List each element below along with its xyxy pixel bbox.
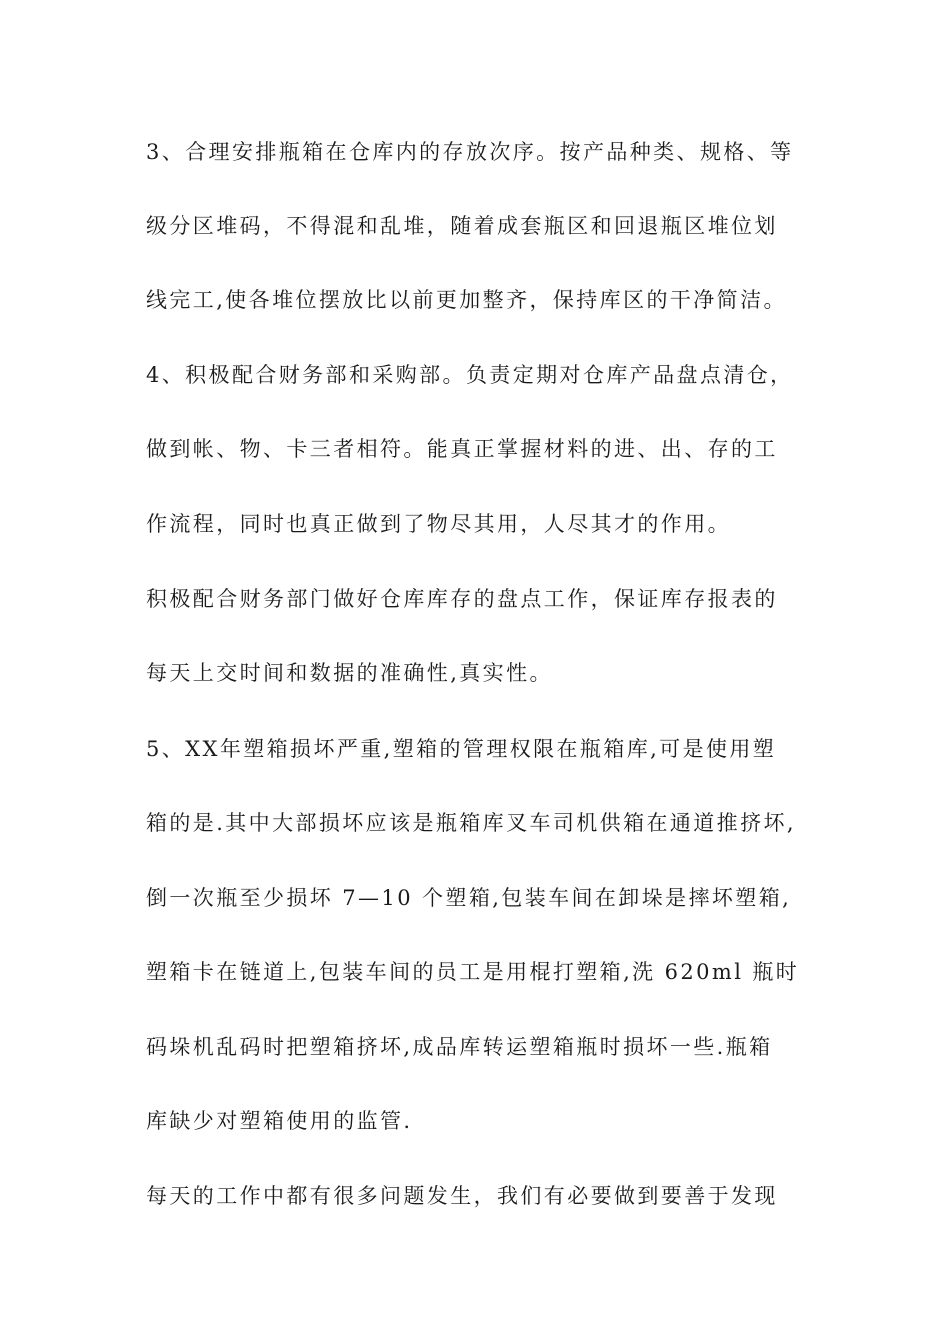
text-line: 箱的是.其中大部损坏应该是瓶箱库叉车司机供箱在通道推挤坏, <box>146 811 796 835</box>
text-line: 塑箱卡在链道上,包装车间的员工是用棍打塑箱,洗 620ml 瓶时 <box>146 960 800 984</box>
text-line: 做到帐、物、卡三者相符。能真正掌握材料的进、出、存的工 <box>146 437 778 461</box>
text-line: 线完工,使各堆位摆放比以前更加整齐，保持库区的干净简洁。 <box>146 288 787 312</box>
text-line: 库缺少对塑箱使用的监管. <box>146 1109 413 1133</box>
text-line: 码垛机乱码时把塑箱挤坏,成品库转运塑箱瓶时损坏一些.瓶箱 <box>146 1035 773 1059</box>
text-line: 积极配合财务部门做好仓库库存的盘点工作，保证库存报表的 <box>146 587 778 611</box>
text-line: 倒一次瓶至少损坏 7—10 个塑箱,包装车间在卸垛是摔坏塑箱, <box>146 886 792 910</box>
text-line: 3、合理安排瓶箱在仓库内的存放次序。按产品种类、规格、等 <box>146 140 794 164</box>
text-line: 作流程，同时也真正做到了物尽其用，人尽其才的作用。 <box>146 512 731 536</box>
text-line: 每天的工作中都有很多问题发生，我们有必要做到要善于发现 <box>146 1184 778 1208</box>
text-line: 每天上交时间和数据的准确性,真实性。 <box>146 661 553 685</box>
text-line: 4、积极配合财务部和采购部。负责定期对仓库产品盘点清仓， <box>146 363 794 387</box>
text-line: 级分区堆码，不得混和乱堆，随着成套瓶区和回退瓶区堆位划 <box>146 214 778 238</box>
text-line: 5、XX年塑箱损坏严重,塑箱的管理权限在瓶箱库,可是使用塑 <box>146 737 777 761</box>
